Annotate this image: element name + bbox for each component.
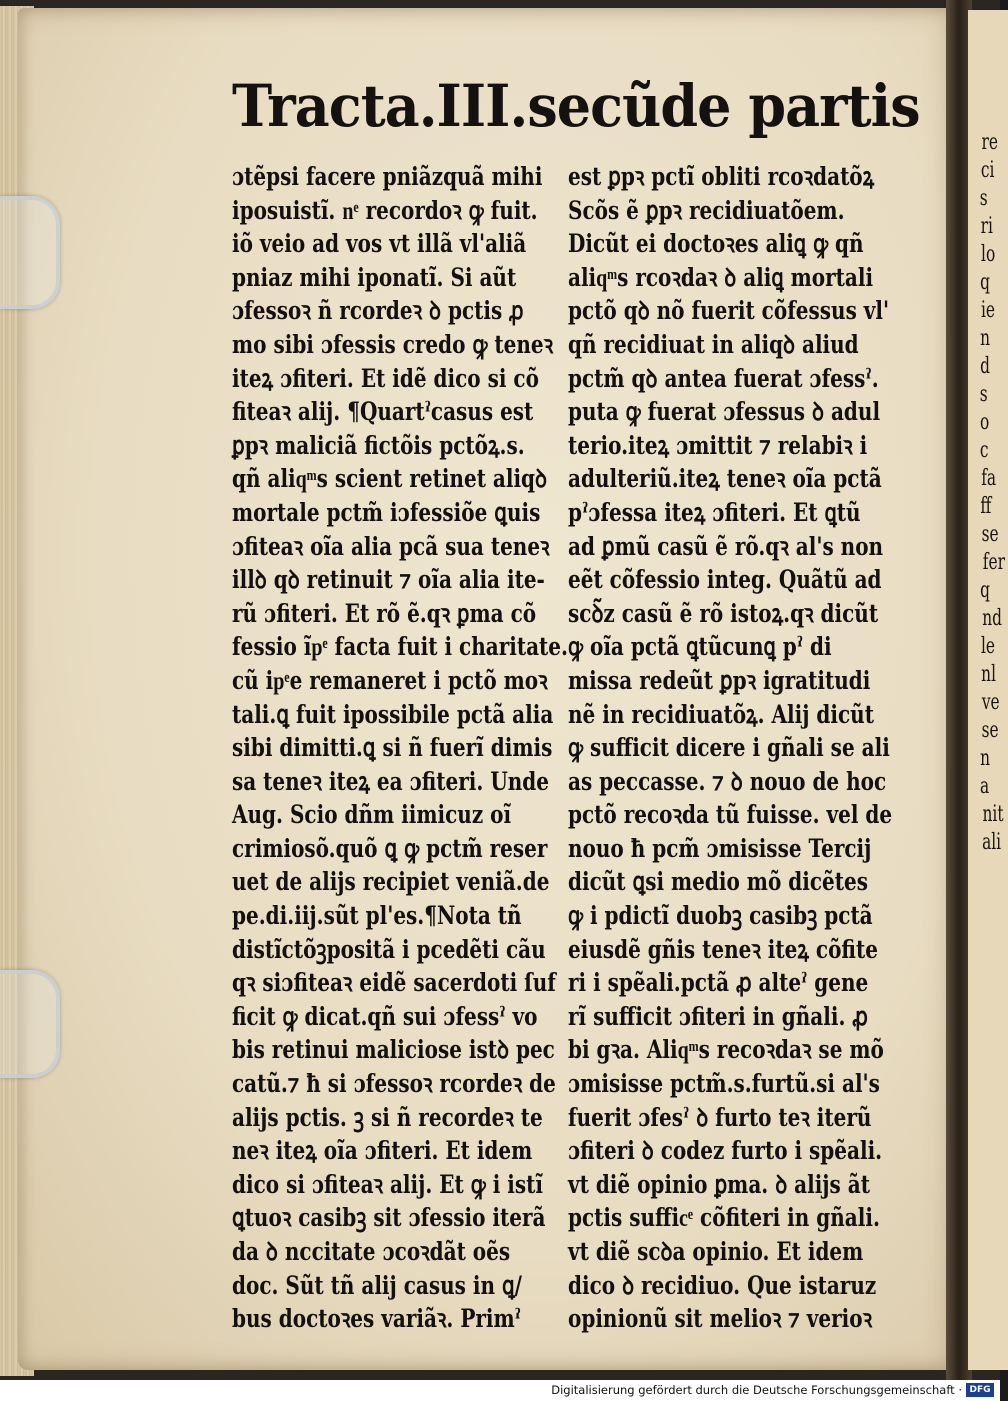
text-line: sa teneꝛ iteꝝ ea ɔfiteri. Unde [232, 766, 550, 796]
text-line: pe.di.iij.sũt pl'es.¶Nota tñ [232, 901, 522, 931]
text-line: sibi dimitti.ꝗ si ñ fuerĩ dimis [232, 733, 553, 763]
text-line: as peccasse. ⁊ ꝺ nouo de hoc [568, 766, 887, 796]
text-line: fuerit ɔfesˀ ꝺ furto teꝛ iterũ [568, 1102, 872, 1132]
text-line: pctm̃ qꝺ antea fuerat ɔfessˀ. [568, 363, 879, 393]
facing-page-fragment: nd [982, 606, 1003, 631]
facing-page-fragment: re [981, 130, 999, 155]
facing-page-fragment: nl [981, 662, 997, 687]
right-text-column [568, 160, 898, 1336]
text-line: nẽ in recidiuatõꝝ. Alij dicũt [568, 699, 874, 729]
text-line: ɔfessoꝛ ñ rcordeꝛ ꝺ pctis ꝓ [232, 296, 524, 326]
text-line: scꝺ̃z casũ ẽ rõ istoꝝ.qꝛ dicũt [568, 598, 879, 628]
text-line: mortale pctm̃ iɔfessiõe ꝗuis [232, 497, 541, 527]
text-line: ꝑpꝛ maliciã fictõis pctõꝝ.s. [232, 430, 525, 460]
text-line: ad ꝑmũ casũ ẽ rõ.qꝛ al's non [568, 531, 884, 561]
text-line: nouo ħ pcm̃ ɔmisisse Tercij [568, 833, 872, 863]
text-line: fiteaꝛ alij. ¶Quartˀcasus est [232, 397, 534, 427]
text-line: pctõ recoꝛda tũ fuisse. vel de [568, 800, 893, 830]
text-line: dicũt ꝗsi medio mõ dicẽtes [568, 867, 868, 897]
text-line: aliqͫs rcoꝛdaꝛ ꝺ aliꝗ mortali [568, 262, 874, 292]
facing-page-fragment: se [981, 522, 999, 547]
text-line: alijs pctis. ꝫ si ñ recordeꝛ te [232, 1102, 543, 1132]
text-line: terio.iteꝝ ɔmittit ⁊ relabiꝛ i [568, 430, 868, 460]
text-line: bi gꝛa. Aliqͫs recoꝛdaꝛ se mõ [568, 1035, 884, 1065]
facing-page-fragment: fa [981, 466, 997, 491]
facing-page-fragment: le [981, 634, 996, 659]
text-line: adulteriũ.iteꝝ teneꝛ oĩa pctã [568, 464, 882, 494]
facing-page-fragment: ff [980, 494, 992, 519]
text-line: Scõs ẽ ꝑpꝛ recidiuatõem. [568, 195, 845, 225]
text-line: qꝛ siɔfiteaꝛ eidẽ sacerdoti ſuf [232, 968, 556, 998]
funding-credit: Digitalisierung gefördert durch die Deutsche Forschungsgemeinschaft · [551, 1383, 962, 1397]
text-line: missa redeũt ꝑpꝛ igratitudi [568, 665, 871, 695]
clamp-clip-bottom [0, 970, 60, 1078]
text-line: ri i spẽali.pctã ꝓ alteˀ gene [568, 968, 869, 998]
text-line: puta ꝙ fuerat ɔfessus ꝺ adul [568, 397, 881, 427]
dfg-logo: DFG [966, 1383, 994, 1397]
text-line: ꝙ sufficit dicere i gñali se ali [568, 733, 890, 763]
text-line: ɔfiteaꝛ oĩa alia pcã sua teneꝛ [232, 531, 550, 561]
text-line: bis retinui maliciose istꝺ pec [232, 1035, 555, 1065]
text-line: ꝙ oĩa pctã ꝗtũcunꝗ pˀ di [568, 632, 832, 662]
text-line: illꝺ qꝺ retinuit ⁊ oĩa alia ite- [232, 565, 545, 595]
text-line: eẽt cõfessio integ. Quãtũ ad [568, 565, 882, 595]
text-line: cũ ipͤe remaneret i pctõ moꝛ [232, 665, 548, 695]
facing-page-fragment: c [979, 438, 989, 463]
text-line: iõ veio ad vos vt illã vl'aliã [232, 229, 527, 259]
left-text-column [232, 160, 568, 1336]
text-line: Dicũt ei doctoꝛes aliꝗ ꝙ qñ [568, 229, 864, 259]
text-line: distĩctõꝫpositã i pcedẽti cãu [232, 934, 546, 964]
facing-page-fragment: ali [982, 830, 1002, 855]
text-line: Aug. Scio dñm iimicuz oĩ [232, 800, 512, 830]
facing-page-fragment: o [979, 410, 990, 435]
text-line: doc. Sũt tñ alij casus in ꝗ/ [232, 1270, 522, 1300]
text-line: mo sibi ɔfessis credo ꝙ teneꝛ [232, 329, 554, 359]
facing-page-fragment: fer [982, 550, 1005, 575]
text-line: vt diẽ opinio ꝑma. ꝺ alijs ãt [568, 1169, 870, 1199]
text-line: catũ.⁊ ħ si ɔfessoꝛ rcordeꝛ de [232, 1069, 556, 1099]
text-line: uet de alijs recipiet veniã.de [232, 867, 550, 897]
text-line: ꝗtuoꝛ casibꝫ sit ɔfessio iterã [232, 1203, 546, 1233]
text-line: neꝛ iteꝝ oĩa ɔfiteri. Et idem [232, 1136, 533, 1166]
clamp-clip-top [0, 196, 60, 309]
text-line: dico ꝺ recidiuo. Que istaruz [568, 1270, 877, 1300]
text-line: dico si ɔfiteaꝛ alij. Et ꝙ i istĩ [232, 1169, 543, 1199]
text-line: pniaz mihi iponatĩ. Si aũt [232, 262, 517, 292]
text-line: iteꝝ ɔfiteri. Et idẽ dico si cõ [232, 363, 539, 393]
text-line: qñ aliqͫs scient retinet aliqꝺ [232, 464, 548, 494]
text-line: iposuistĩ. nͤ recordoꝛ ꝙ fuit. [232, 195, 538, 225]
facing-page-fragment: q [980, 270, 990, 295]
text-line: ɔmisisse pctm̃.s.furtũ.si al's [568, 1069, 880, 1099]
facing-page-fragment: s [979, 186, 988, 211]
text-line: opinionũ sit melioꝛ ⁊ verioꝛ [568, 1304, 873, 1334]
facing-page-fragment: a [979, 774, 990, 799]
facing-page-fragment: lo [981, 242, 996, 267]
text-line: ɔtẽpsi facere pniãzquã mihi [232, 162, 543, 191]
text-line: pctis sufficͤ cõfiteri in gñali. [568, 1203, 880, 1233]
facing-page-fragment: ie [981, 298, 996, 323]
text-line: ɔfiteri ꝺ codez furto i spẽali. [568, 1136, 883, 1166]
text-line: est ꝑpꝛ pctĩ obliti rcoꝛdatõꝝ [568, 162, 875, 191]
facing-page-fragment: d [980, 354, 990, 379]
text-line: vt diẽ scꝺa opinio. Et idem [568, 1237, 864, 1266]
text-line: tali.ꝗ fuit ipossibile pctã alia [232, 699, 554, 729]
text-line: ficit ꝙ dicat.qñ sui ɔfessˀ vo [232, 1001, 538, 1031]
running-head: Tracta.III.secũde partis [232, 72, 920, 140]
text-line: crimiosõ.quõ ꝗ ꝙ pctm̃ reser [232, 833, 548, 863]
text-line: pˀɔfessa iteꝝ ɔfiteri. Et ꝗtũ [568, 497, 861, 527]
facing-page-fragment: n [980, 746, 991, 771]
facing-page-fragment: ci [980, 158, 995, 183]
text-line: rũ ɔfiteri. Et rõ ẽ.qꝛ ꝑma cõ [232, 598, 537, 628]
text-line: ꝙ i pdictĩ duobꝫ casibꝫ pctã [568, 901, 873, 931]
facing-page-edge [968, 10, 1008, 1370]
text-line: fessio ĩpͤ facta fuit i charitate. [232, 632, 568, 662]
text-line: eiusdẽ gñis teneꝛ iteꝝ cõfite [568, 934, 878, 964]
text-line: da ꝺ nccitate ɔcoꝛdãt oẽs [232, 1237, 511, 1266]
facing-page-fragment: s [979, 382, 988, 407]
text-line: pctõ qꝺ nõ fuerit cõfessus vl' [568, 296, 890, 326]
facing-page-fragment: ve [981, 690, 1000, 715]
facing-page-fragment: nit [982, 802, 1004, 827]
text-line: rĩ sufficit ɔfiteri in gñali. ꝓ [568, 1001, 868, 1031]
text-line: bus doctoꝛes variãꝛ. Primˀ [232, 1304, 521, 1334]
facing-page-fragment: ri [980, 214, 993, 239]
facing-page-fragment: n [980, 326, 991, 351]
facing-page-fragment: q [980, 578, 990, 603]
text-line: qñ recidiuat in aliqꝺ aliud [568, 329, 859, 359]
facing-page-fragment: se [981, 718, 999, 743]
digitization-footer [0, 1380, 1000, 1401]
